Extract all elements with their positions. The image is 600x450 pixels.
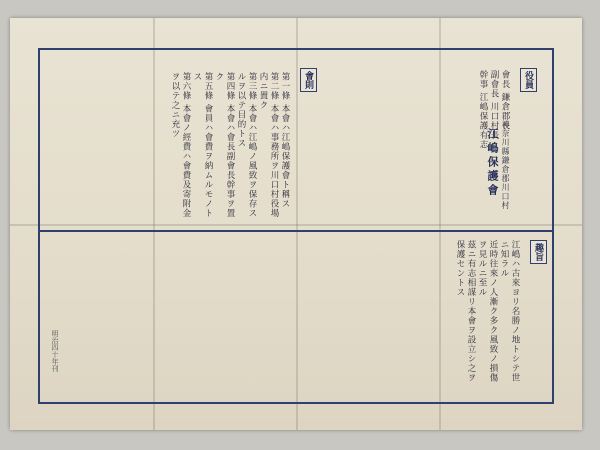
rule-line: 第二條 本會ハ事務所ヲ川口村役場内ニ置ク — [258, 72, 279, 219]
rule-line: 第五條 會員ハ會費ヲ納ムルモノトス — [192, 72, 213, 219]
officer-entry: 副會長 川口村長 — [489, 70, 499, 141]
document-title: 江嶋保護會 — [486, 128, 499, 198]
rule-line: 第三條 本會ハ江嶋ノ風致ヲ保存スルヲ以テ目的トス — [236, 72, 257, 219]
rules-label: 會則 — [300, 68, 317, 92]
officer-entry: 會長 鎌倉郡長 — [500, 70, 510, 131]
purpose-line: 近時往來ノ人漸ク多ク風致ノ損傷ヲ見ルニ至ル — [477, 240, 498, 383]
rule-line: 第四條 本會ハ會長副會長幹事ヲ置ク — [214, 72, 235, 219]
purpose-line: 江嶋ハ古來ヨリ名勝ノ地トシテ世ニ知ラル — [499, 240, 520, 383]
rule-line: 第一條 本會ハ江嶋保護會ト稱ス — [280, 72, 290, 209]
purpose-body — [70, 240, 520, 390]
officer-entry: 幹事 江嶋保護有志 — [478, 70, 488, 150]
officers-label: 役員 — [520, 68, 537, 92]
purpose-line: 茲ニ有志相謀リ本會ヲ設立シ之ヲ保護セントス — [455, 240, 476, 383]
purpose-label: 趣旨 — [530, 240, 547, 264]
footer-note: 明治四十年刊 — [51, 330, 59, 372]
rules-body — [60, 72, 290, 222]
document-subtitle: 神奈川縣鎌倉郡川口村 — [501, 120, 510, 210]
officers-list — [440, 70, 510, 220]
rule-line: 第六條 本會ノ經費ハ會費及寄附金ヲ以テ之ニ充ツ — [170, 72, 191, 219]
section-divider — [38, 230, 552, 232]
